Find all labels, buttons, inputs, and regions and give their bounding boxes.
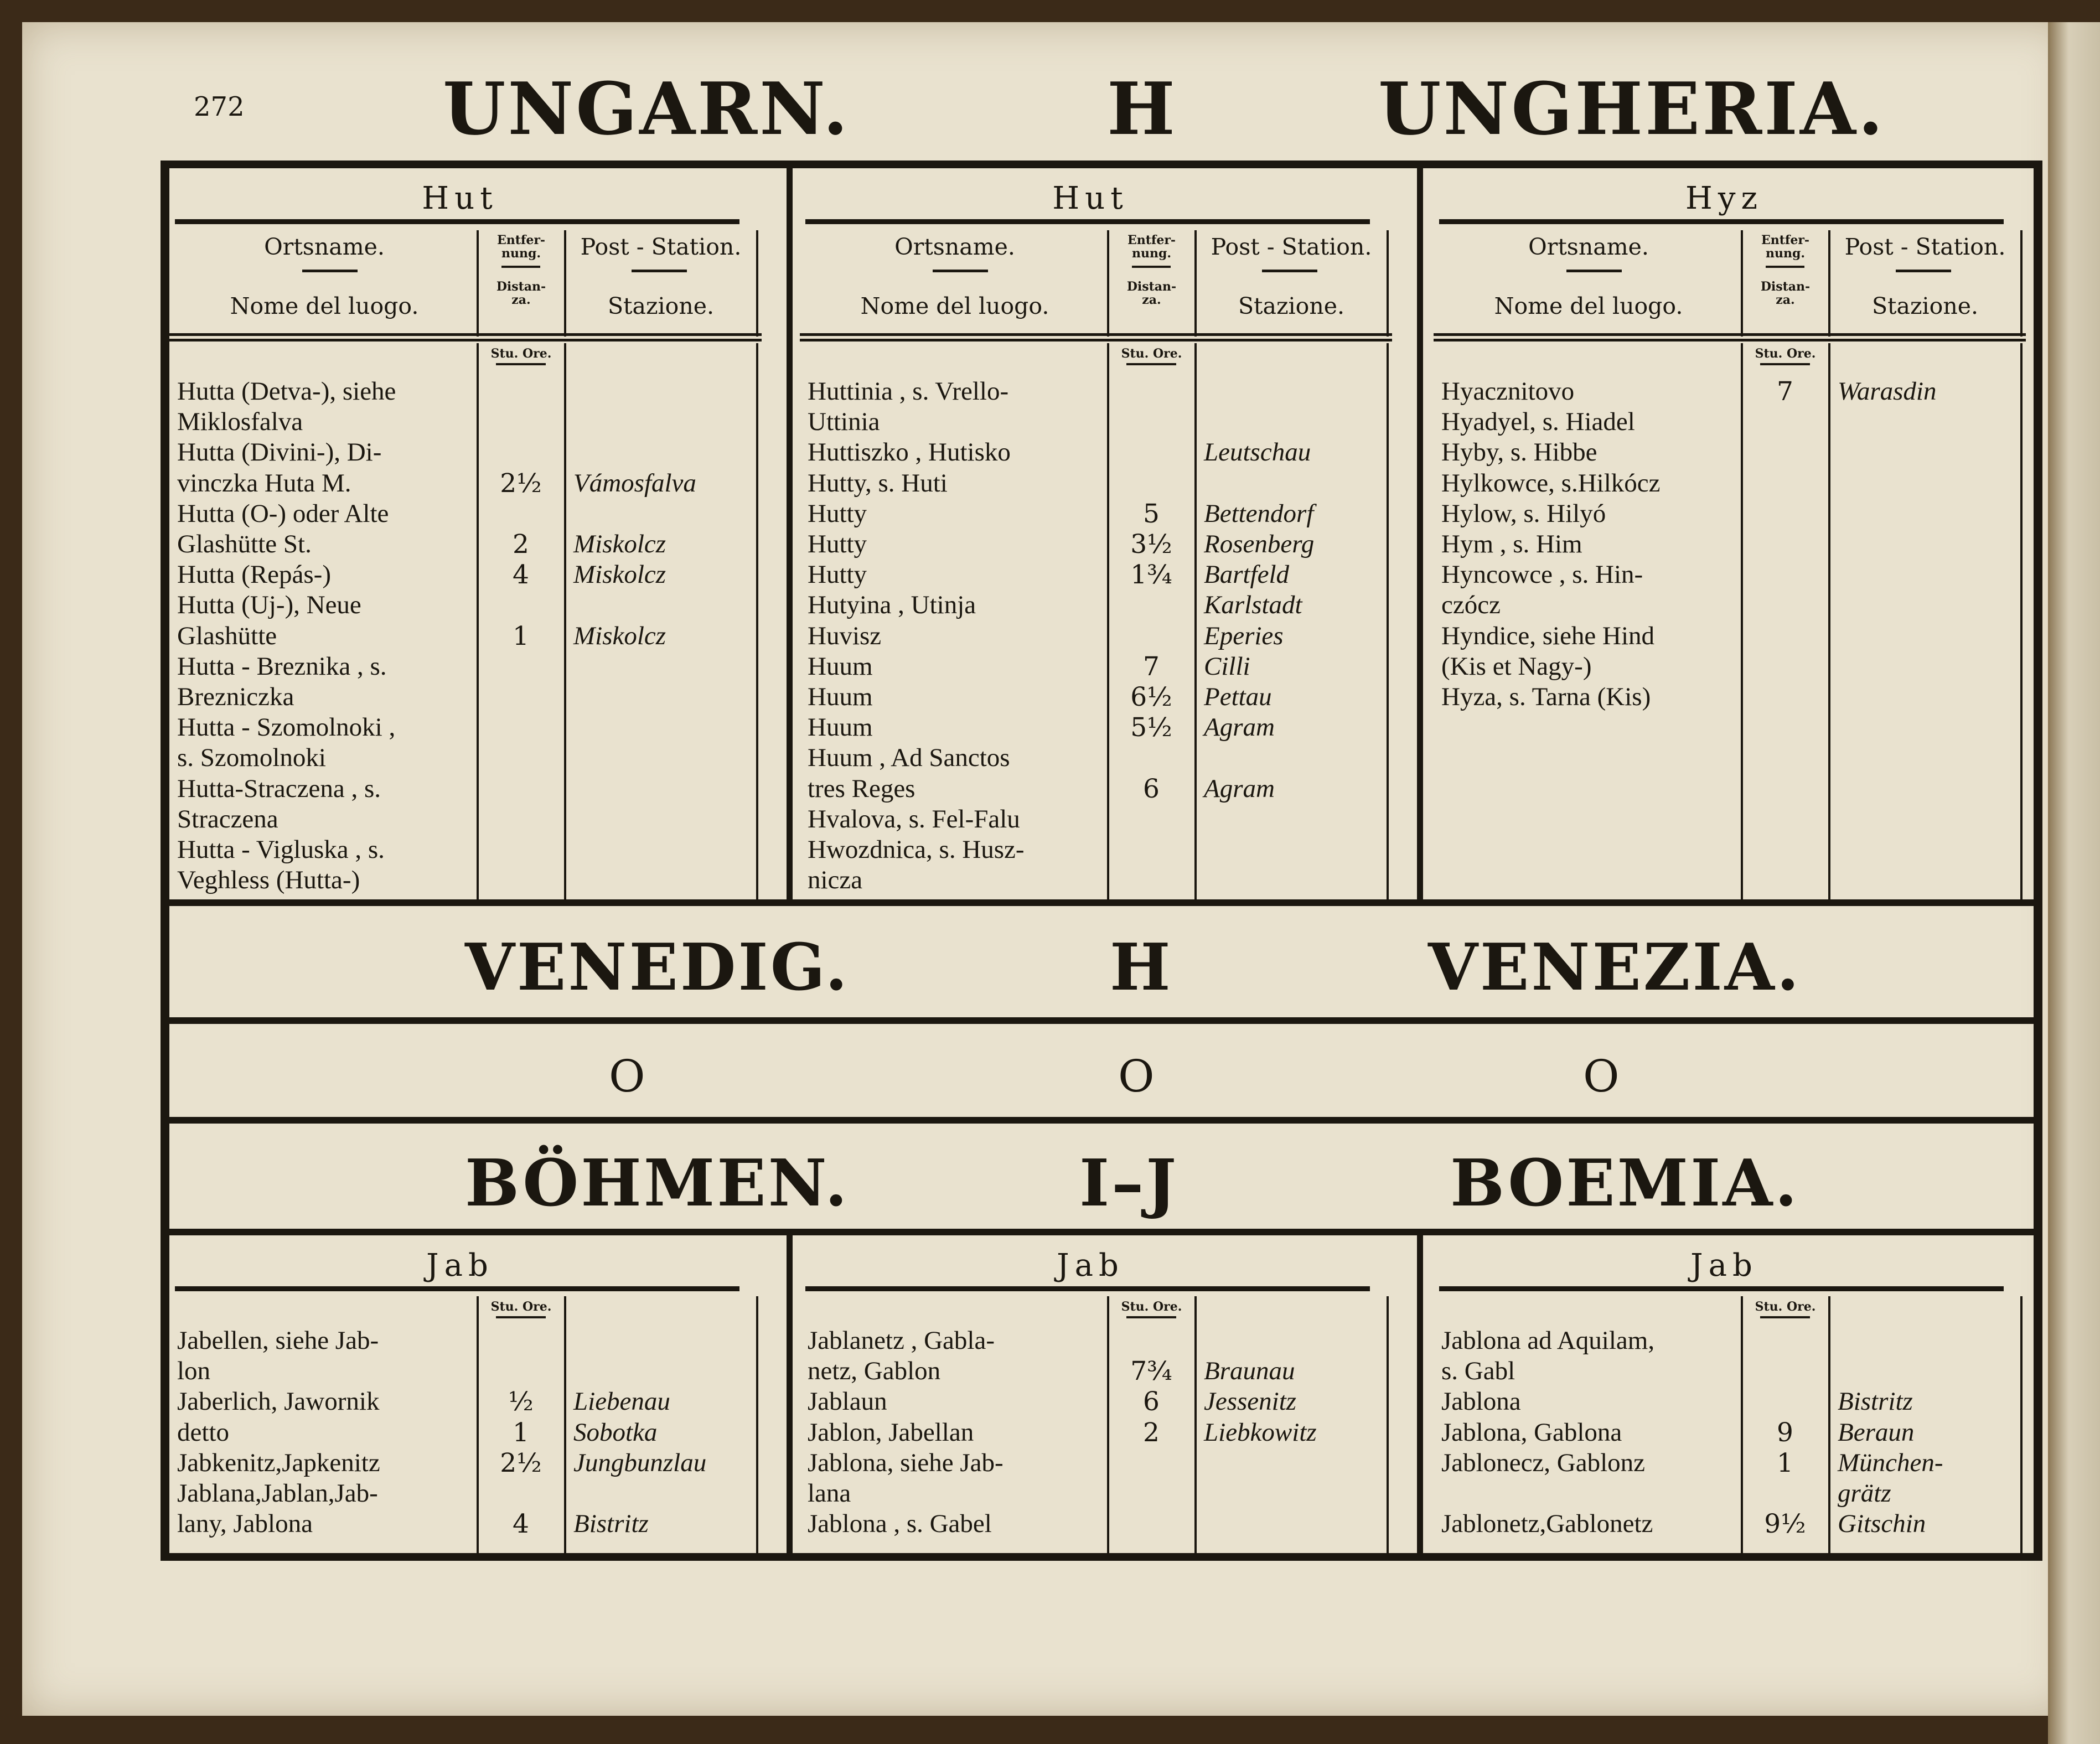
top-col-2-head-rule [1439, 219, 2004, 224]
top-col-1-nome: Nome del luogo. [860, 293, 1049, 319]
top-col-0-hdr-rule-b [169, 339, 762, 341]
bottom-row-station: grätz [1838, 1479, 1891, 1508]
top-col-1-body-sep1 [1107, 343, 1109, 899]
bottom-row-distance: 7¾ [1130, 1356, 1172, 1387]
top-row-name: Huvisz [808, 621, 882, 650]
top-row-name: Hutta (O-) oder Alte [177, 499, 389, 528]
top-row-name: Hutta - Szomolnoki , [177, 713, 396, 742]
top-row-name: Hutyina , Utinja [808, 591, 976, 620]
top-row-station: Leutschau [1204, 438, 1311, 467]
top-col-2-body-sep1 [1741, 343, 1743, 899]
top-row-name: Hutta (Divini-), Di- [177, 438, 382, 467]
top-row-distance: 4 [513, 560, 529, 591]
top-row-station: Warasdin [1838, 377, 1937, 406]
boehmen-title-mid: I–J [1079, 1146, 1179, 1221]
bottom-col-1-body-sep3 [1387, 1296, 1389, 1553]
top-col-2-entfer1: Entfer- [1761, 233, 1810, 247]
top-col-2-head: Hyz [1685, 180, 1763, 216]
top-col-1-entfer-rule [1132, 266, 1171, 268]
top-row-name: s. Szomolnoki [177, 743, 326, 773]
top-row-distance: 5 [1143, 498, 1160, 529]
top-row-name: Hylow, s. Hilyó [1441, 499, 1606, 528]
top-row-name: Straczena [177, 804, 278, 834]
top-row-station: Bettendorf [1204, 499, 1314, 528]
top-col-2-stu: Stu. Ore. [1755, 346, 1816, 361]
top-col-1-hdr-rule-a [800, 333, 1392, 336]
top-col-2-post-rule [1896, 270, 1951, 272]
top-col-0-hdr-sep3 [756, 230, 758, 337]
bottom-col-1-divider [1417, 1235, 1423, 1553]
top-col-0-body-sep2 [564, 343, 566, 899]
bottom-col-1-body-sep2 [1194, 1296, 1197, 1553]
top-row-name: Hym , s. Him [1441, 530, 1582, 558]
top-col-1-ortsname: Ortsname. [894, 234, 1015, 260]
bottom-row-station: Liebenau [573, 1387, 670, 1416]
bottom-row-name: detto [177, 1417, 229, 1447]
bottom-row-station: Beraun [1838, 1417, 1915, 1447]
bottom-col-0-body-sep1 [477, 1296, 479, 1553]
bottom-row-distance: 2½ [500, 1447, 542, 1478]
top-col-2-ortsname: Ortsname. [1528, 234, 1649, 260]
top-col-2-body-sep2 [1828, 343, 1830, 899]
top-col-2-nome: Nome del luogo. [1494, 293, 1683, 319]
bottom-row-station: Liebkowitz [1204, 1417, 1317, 1447]
top-row-name: Miklosfalva [177, 407, 303, 437]
bottom-row-distance: 6 [1143, 1386, 1160, 1417]
bottom-row-name: Jaberlich, Jawornik [177, 1387, 380, 1416]
top-row-name: czócz [1441, 591, 1501, 620]
top-row-station: Miskolcz [573, 530, 666, 558]
top-col-0-distan1: Distan- [496, 280, 546, 294]
top-row-station: Bartfeld [1204, 560, 1290, 589]
frame-right [2034, 161, 2042, 1561]
bottom-col-2-body-sep2 [1828, 1296, 1830, 1553]
top-row-name: Veghless (Hutta-) [177, 866, 360, 895]
top-row-name: Hutta - Breznika , s. [177, 651, 387, 681]
top-row-name: Hyndice, siehe Hind [1441, 621, 1655, 650]
top-col-0-post-rule [632, 270, 687, 272]
bottom-col-1-stu-rule [1126, 1316, 1176, 1318]
top-row-station: Cilli [1204, 651, 1250, 681]
rule-venedig-mid [169, 1017, 2034, 1024]
top-row-name: Huum , Ad Sanctos [808, 743, 1010, 773]
top-row-name: Hutta (Uj-), Neue [177, 591, 361, 620]
top-col-2-entfer2: nung. [1765, 246, 1806, 261]
top-col-2-distan1: Distan- [1760, 280, 1811, 294]
top-col-1-distan1: Distan- [1126, 280, 1177, 294]
top-row-distance: 7 [1777, 376, 1793, 407]
top-col-1-post-rule [1262, 270, 1317, 272]
top-col-1-head-rule [805, 219, 1370, 224]
bottom-row-name: Jabellen, siehe Jab- [177, 1326, 379, 1355]
bottom-row-distance: 2 [1143, 1417, 1160, 1448]
top-row-station: Vámosfalva [573, 468, 696, 498]
bottom-row-distance: 4 [513, 1509, 529, 1540]
top-col-0-hdr-rule-a [169, 333, 762, 336]
top-row-station: Eperies [1204, 621, 1284, 650]
top-row-name: Hwozdnica, s. Husz- [808, 835, 1025, 864]
bottom-col-0-stu: Stu. Ore. [490, 1300, 552, 1314]
bottom-row-name: Jablaun [808, 1387, 887, 1416]
top-row-name: Hyza, s. Tarna (Kis) [1441, 682, 1651, 711]
top-col-1-hdr-sep3 [1387, 230, 1389, 337]
top-row-station: Agram [1204, 774, 1275, 803]
top-col-1-head: Hut [1052, 180, 1129, 216]
top-col-2-hdr-sep2 [1828, 230, 1830, 337]
top-col-0-stazione: Stazione. [607, 293, 715, 319]
top-col-0-post: Post - Station. [580, 234, 742, 260]
bottom-row-name: Jablona, siehe Jab- [808, 1448, 1004, 1477]
top-col-2-entfer-rule [1766, 266, 1804, 268]
top-col-2-distan2: za. [1776, 293, 1795, 307]
top-row-station: Pettau [1204, 682, 1272, 711]
bottom-row-name: netz, Gablon [808, 1357, 941, 1386]
top-row-name: Glashütte St. [177, 530, 312, 558]
bottom-row-station: Jungbunzlau [573, 1448, 707, 1477]
top-col-2-stazione: Stazione. [1871, 293, 1979, 319]
rule-boehmen-top [169, 1117, 2034, 1124]
bottom-row-name: lon [177, 1357, 211, 1386]
bottom-row-name: Jabkenitz,Japkenitz [177, 1448, 380, 1477]
top-col-1-stazione: Stazione. [1238, 293, 1345, 319]
top-row-distance: 5½ [1130, 712, 1172, 743]
bottom-col-1-head: Jab [1057, 1248, 1124, 1284]
top-col-1-hdr-sep2 [1194, 230, 1197, 337]
top-col-1-stu-rule [1126, 363, 1176, 365]
bottom-row-station: Braunau [1204, 1357, 1295, 1386]
bottom-col-0-stu-rule [496, 1316, 546, 1318]
top-row-station: Rosenberg [1204, 530, 1315, 558]
top-row-distance: 1 [513, 620, 529, 651]
top-col-0-ortsname: Ortsname. [264, 234, 385, 260]
top-col-1-ortsname-rule [933, 270, 988, 272]
top-row-name: vinczka Huta M. [177, 468, 351, 498]
empty-marker-1: O [609, 1050, 645, 1102]
page-number: 272 [194, 91, 245, 122]
top-col-2-post: Post - Station. [1844, 234, 2006, 260]
top-row-name: Hyacznitovo [1441, 377, 1575, 406]
top-col-2-body-sep3 [2020, 343, 2023, 899]
top-col-1-body-sep3 [1387, 343, 1389, 899]
rule-boehmen-bottom [169, 1229, 2034, 1235]
top-row-name: Huum [808, 651, 873, 681]
bottom-col-2-stu-rule [1760, 1316, 1810, 1318]
bottom-row-station: Bistritz [1838, 1387, 1913, 1416]
frame-bottom [161, 1553, 2042, 1561]
top-row-name: Huum [808, 713, 873, 742]
top-col-0-head: Hut [422, 180, 498, 216]
bottom-row-distance: ½ [508, 1386, 534, 1417]
bottom-col-2-head: Jab [1690, 1248, 1758, 1284]
bottom-row-station: München- [1838, 1448, 1943, 1477]
top-row-distance: 7 [1143, 651, 1160, 682]
boehmen-title-left: BÖHMEN. [465, 1146, 850, 1221]
top-col-2-hdr-rule-a [1434, 333, 2026, 336]
empty-marker-2: O [1118, 1050, 1155, 1102]
bottom-row-name: Jablona ad Aquilam, [1441, 1326, 1655, 1355]
top-col-0-hdr-sep2 [564, 230, 566, 337]
top-row-name: Hutta (Detva-), siehe [177, 377, 396, 406]
top-row-distance: 6 [1143, 773, 1160, 804]
bottom-col-0-body-sep3 [756, 1296, 758, 1553]
bottom-col-0-divider [787, 1235, 793, 1553]
top-row-name: Hutty, s. Huti [808, 468, 948, 498]
top-row-station: Karlstadt [1204, 591, 1302, 620]
bottom-row-name: s. Gabl [1441, 1357, 1515, 1386]
bottom-row-name: Jablonecz, Gablonz [1441, 1448, 1646, 1477]
title-mid: H [1107, 66, 1177, 151]
top-row-name: Hutta - Vigluska , s. [177, 835, 385, 864]
top-row-station: Agram [1204, 713, 1275, 742]
bottom-col-2-body-sep3 [2020, 1296, 2023, 1553]
top-row-distance: 6½ [1130, 682, 1172, 712]
top-col-0-head-rule [175, 219, 739, 224]
top-col-1-distan2: za. [1142, 293, 1161, 307]
top-col-2-ortsname-rule [1566, 270, 1622, 272]
bottom-col-2-head-rule [1439, 1286, 2004, 1291]
top-row-distance: 3½ [1130, 529, 1172, 560]
top-row-name: Hutta (Repás-) [177, 560, 331, 589]
top-row-station: Miskolcz [573, 560, 666, 589]
top-row-name: Huttiszko , Hutisko [808, 438, 1011, 467]
top-col-0-body-sep3 [756, 343, 758, 899]
bottom-col-0-head-rule [175, 1286, 739, 1291]
top-col-2-hdr-sep3 [2020, 230, 2023, 337]
title-right: UNGHERIA. [1378, 66, 1886, 151]
bottom-row-name: Jablona, Gablona [1441, 1417, 1622, 1447]
top-col-2-hdr-rule-b [1434, 339, 2026, 341]
top-row-name: Hyby, s. Hibbe [1441, 438, 1597, 467]
bottom-row-name: Jablonetz,Gablonetz [1441, 1509, 1653, 1539]
empty-marker-3: O [1583, 1050, 1620, 1102]
bottom-row-name: Jablana,Jablan,Jab- [177, 1479, 378, 1508]
bottom-col-1-body-sep1 [1107, 1296, 1109, 1553]
top-col-0-ortsname-rule [302, 270, 358, 272]
top-col-0-entfer1: Entfer- [496, 233, 546, 247]
boehmen-title-right: BOEMIA. [1450, 1146, 1799, 1221]
top-row-name: Hylkowce, s.Hilkócz [1441, 468, 1661, 498]
rule-venedig-top [169, 899, 2034, 906]
top-row-name: Hyncowce , s. Hin- [1441, 560, 1643, 589]
top-row-name: Hyadyel, s. Hiadel [1441, 407, 1635, 437]
top-row-name: Huttinia , s. Vrello- [808, 377, 1009, 406]
bottom-row-distance: 1 [513, 1417, 529, 1448]
top-row-name: Hvalova, s. Fel-Falu [808, 804, 1020, 834]
bottom-col-1-head-rule [805, 1286, 1370, 1291]
top-col-1-stu: Stu. Ore. [1121, 346, 1182, 361]
top-row-name: nicza [808, 866, 863, 895]
bottom-row-distance: 9 [1777, 1417, 1793, 1448]
top-row-distance: 2½ [500, 468, 542, 499]
top-row-distance: 1¾ [1130, 560, 1172, 591]
top-col-1-post: Post - Station. [1211, 234, 1372, 260]
bottom-col-0-head: Jab [426, 1248, 494, 1284]
venedig-title-mid: H [1110, 930, 1173, 1005]
bottom-row-station: Gitschin [1838, 1509, 1926, 1539]
top-row-name: tres Reges [808, 774, 915, 803]
top-row-name: Hutty [808, 499, 867, 528]
venedig-title-right: VENEZIA. [1428, 930, 1802, 1005]
title-left: UNGARN. [443, 66, 850, 151]
top-row-name: Hutty [808, 530, 867, 558]
top-col-2-stu-rule [1760, 363, 1810, 365]
top-col-0-body-sep1 [477, 343, 479, 899]
venedig-title-left: VENEDIG. [465, 930, 850, 1005]
top-row-name: (Kis et Nagy-) [1441, 651, 1592, 681]
bottom-row-distance: 1 [1777, 1447, 1793, 1478]
bottom-row-name: Jablanetz , Gabla- [808, 1326, 995, 1355]
top-row-distance: 2 [513, 529, 529, 560]
top-col-0-entfer-rule [501, 266, 540, 268]
bottom-row-name: Jablona , s. Gabel [808, 1509, 992, 1539]
top-col-1-entfer1: Entfer- [1127, 233, 1176, 247]
bottom-row-name: Jablon, Jabellan [808, 1417, 974, 1447]
top-col-1-hdr-rule-b [800, 339, 1392, 341]
top-col-0-divider [787, 168, 793, 899]
page-gutter [2048, 22, 2100, 1744]
top-col-1-entfer2: nung. [1131, 246, 1172, 261]
top-col-0-nome: Nome del luogo. [230, 293, 419, 319]
bottom-row-name: lana [808, 1479, 851, 1508]
bottom-row-name: lany, Jablona [177, 1509, 313, 1539]
top-row-station: Miskolcz [573, 621, 666, 650]
top-col-0-entfer2: nung. [501, 246, 541, 261]
top-row-name: Uttinia [808, 407, 880, 437]
top-col-1-divider [1417, 168, 1423, 899]
top-row-name: Hutty [808, 560, 867, 589]
bottom-col-2-body-sep1 [1741, 1296, 1743, 1553]
top-row-name: Hutta-Straczena , s. [177, 774, 381, 803]
top-row-name: Brezniczka [177, 682, 294, 711]
top-col-0-stu: Stu. Ore. [490, 346, 552, 361]
top-row-name: Huum [808, 682, 873, 711]
bottom-row-station: Sobotka [573, 1417, 658, 1447]
frame-left [161, 161, 169, 1561]
top-col-1-body-sep2 [1194, 343, 1197, 899]
top-row-name: Glashütte [177, 621, 277, 650]
bottom-col-1-stu: Stu. Ore. [1121, 1300, 1182, 1314]
bottom-row-station: Bistritz [573, 1509, 649, 1539]
top-col-0-stu-rule [496, 363, 546, 365]
top-col-0-distan2: za. [511, 293, 531, 307]
bottom-row-name: Jablona [1441, 1387, 1521, 1416]
frame-top [161, 161, 2042, 168]
bottom-row-distance: 9½ [1764, 1509, 1806, 1540]
bottom-col-2-stu: Stu. Ore. [1755, 1300, 1816, 1314]
bottom-col-0-body-sep2 [564, 1296, 566, 1553]
bottom-row-station: Jessenitz [1204, 1387, 1297, 1416]
